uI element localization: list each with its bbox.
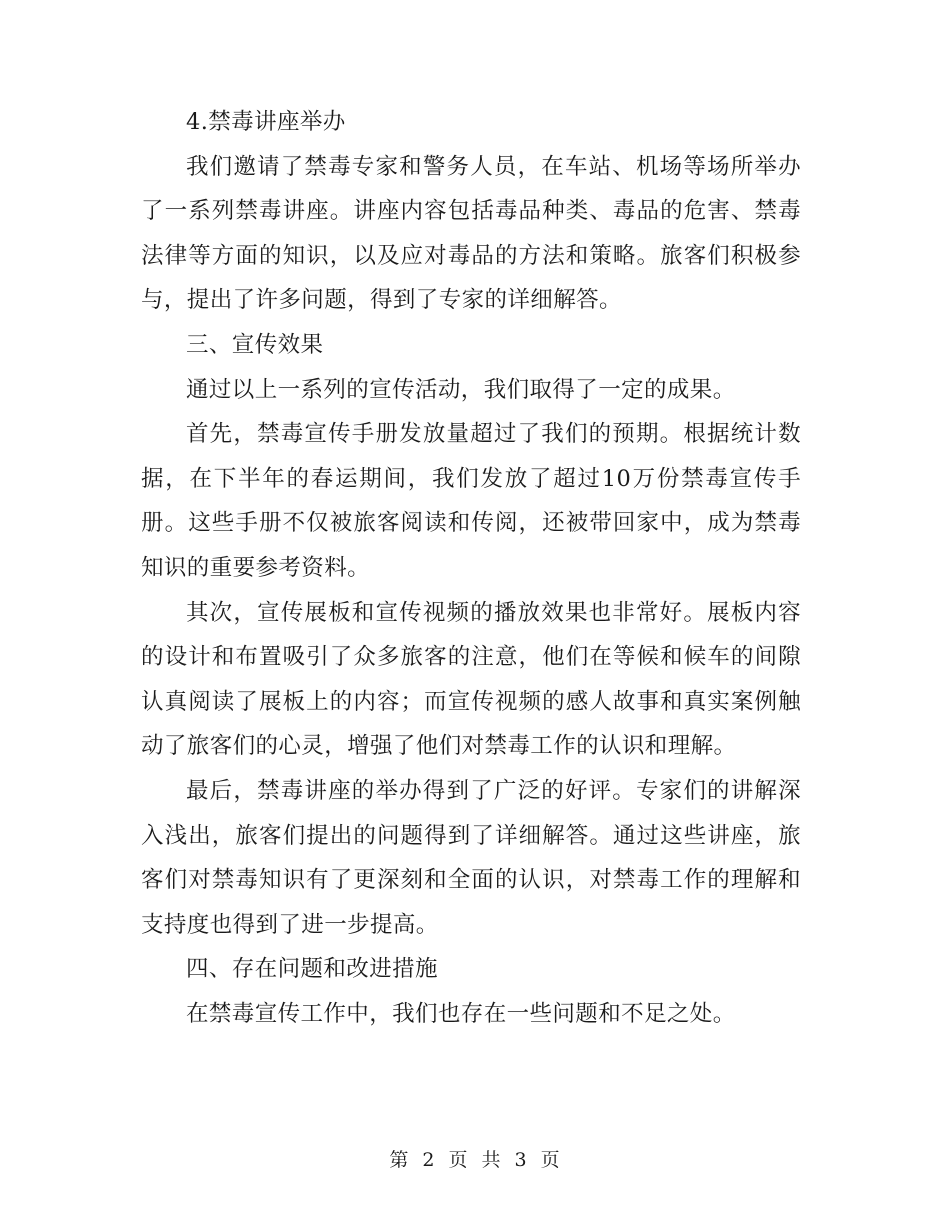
- section-heading-effects: 三、宣传效果: [186, 331, 324, 358]
- document-body: [141, 100, 801, 1036]
- paragraph-effects-display: 其次，宣传展板和宣传视频的播放效果也非常好。展板内容的设计和布置吸引了众多旅客的注意，他们在等候和候车的间隙认真阅读了展板上的内容；而宣传视频的感人故事和真实案例触动了旅客们的心灵，增强了他们对禁毒工作的认识和理解。: [141, 599, 801, 760]
- section-heading-lectures: 4.禁毒讲座举办: [186, 109, 346, 135]
- paragraph-problems-intro: 在禁毒宣传工作中，我们也存在一些问题和不足之处。: [186, 1000, 736, 1027]
- paragraph-effects-lectures: 最后，禁毒讲座的举办得到了广泛的好评。专家们的讲解深入浅出，旅客们提出的问题得到了详细解答。通过这些讲座，旅客们对禁毒知识有了更深刻和全面的认识，对禁毒工作的理解和支持度也得到了进一步提高。: [141, 777, 801, 938]
- paragraph-effects-handbook: 首先，禁毒宣传手册发放量超过了我们的预期。根据统计数据，在下半年的春运期间，我们发放了超过10万份禁毒宣传手册。这些手册不仅被旅客阅读和传阅，还被带回家中，成为禁毒知识的重要参考资料。: [141, 421, 801, 581]
- section-heading-problems: 四、存在问题和改进措施: [186, 956, 438, 983]
- page-number-footer: 第 2 页 共 3 页: [389, 1149, 561, 1171]
- paragraph-effects-intro: 通过以上一系列的宣传活动，我们取得了一定的成果。: [186, 376, 736, 403]
- paragraph-lectures: 我们邀请了禁毒专家和警务人员，在车站、机场等场所举办了一系列禁毒讲座。讲座内容包括毒品种类、毒品的危害、禁毒法律等方面的知识，以及应对毒品的方法和策略。旅客们积极参与，提出了许多问题，得到了专家的详细解答。: [141, 153, 801, 314]
